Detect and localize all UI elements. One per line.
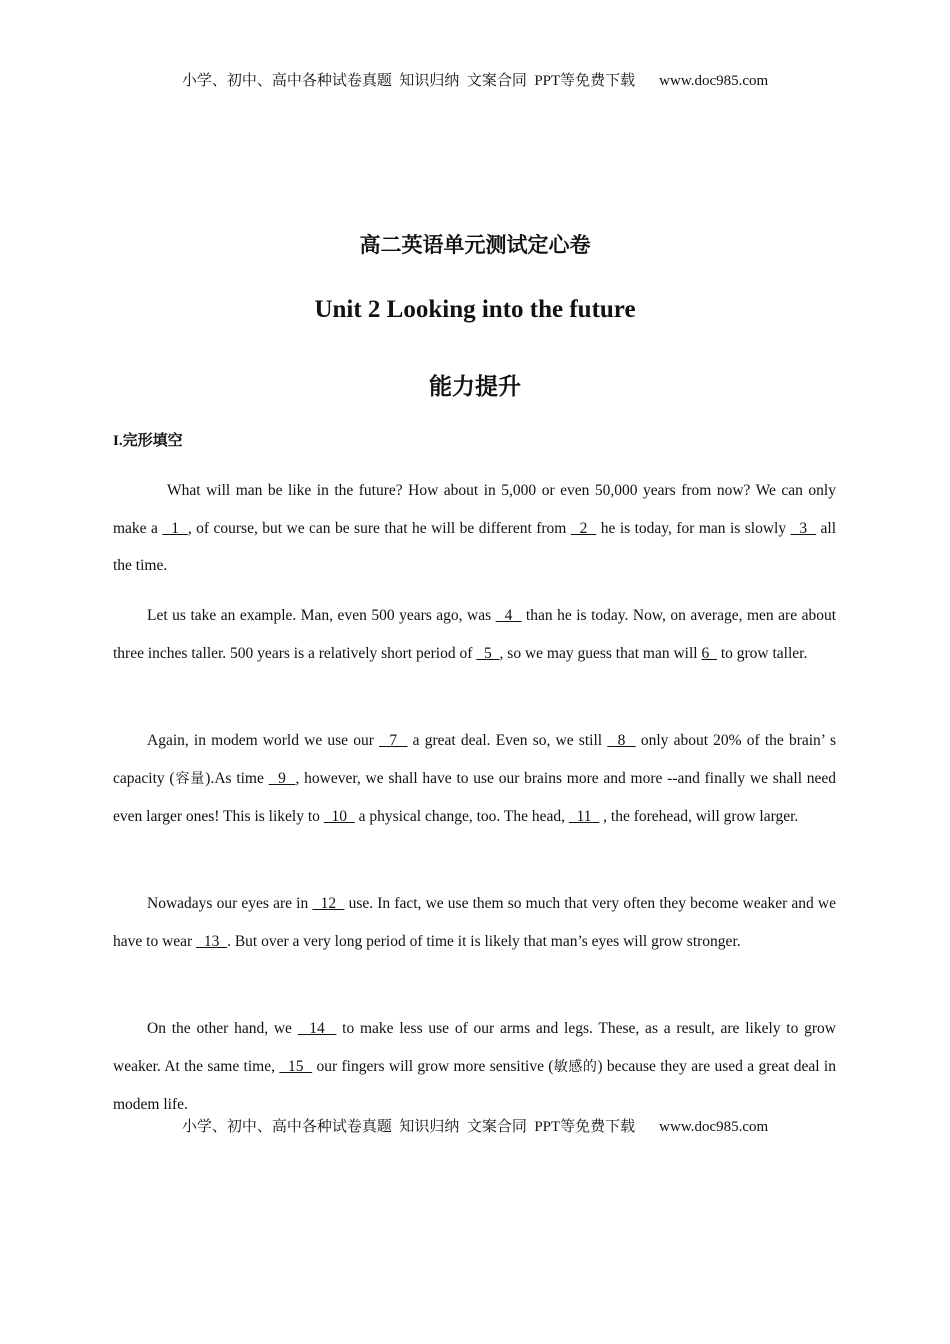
- exam-title: 高二英语单元测试定心卷: [359, 233, 591, 257]
- text: to grow taller.: [716, 644, 808, 662]
- text: than he is today. Now, on average, men are about three inches taller. 500 years is a relatively short period of: [113, 607, 837, 662]
- section-number: I.: [113, 433, 123, 449]
- paragraph-5: [113, 1010, 836, 1124]
- text: , so we may guess that man will: [499, 644, 702, 662]
- unit-title: Unit 2 Looking into the future: [314, 296, 636, 323]
- paragraph-2: [113, 597, 836, 672]
- text: he is today, for man is slowly: [596, 519, 791, 537]
- page-header: [0, 69, 950, 90]
- page-footer: [0, 1115, 950, 1136]
- section-label: 完形填空: [122, 431, 183, 449]
- text: ).As time: [205, 769, 269, 787]
- text: 敏感的: [553, 1058, 598, 1075]
- blank-13[interactable]: 13: [196, 932, 228, 950]
- blank-7[interactable]: 7: [379, 732, 408, 749]
- text: only about 20% of the brain’ s capacity (: [113, 732, 836, 787]
- text: use. In fact, we use them so much that very often they become weaker and we have to wear: [113, 895, 836, 950]
- text: , however, we shall have to use our brains more and more --and finally we shall need even larger ones! This is likely to: [113, 769, 837, 825]
- text: all the time.: [113, 519, 836, 574]
- paragraph-3: [113, 722, 836, 836]
- text: our fingers will grow more sensitive (: [312, 1057, 554, 1075]
- blank-11[interactable]: 11: [568, 808, 600, 825]
- blank-3[interactable]: 3: [790, 519, 817, 537]
- text: On the other hand, we: [147, 1020, 298, 1037]
- text: a physical change, too. The head,: [354, 808, 569, 825]
- paragraph-1: [113, 472, 836, 585]
- subtitle: 能力提升: [429, 374, 521, 400]
- text: 容量: [174, 770, 206, 787]
- text: , the forehead, will grow larger.: [599, 808, 799, 825]
- text: Let us take an example. Man, even 500 years ago, was: [147, 607, 496, 624]
- blank-6[interactable]: 6: [701, 644, 717, 662]
- footer-text: 小学、初中、高中各种试卷真题 知识归纳 文案合同 PPT等免费下载: [181, 1119, 636, 1135]
- blank-2[interactable]: 2: [570, 519, 597, 537]
- blank-10[interactable]: 10: [323, 808, 355, 825]
- blank-12[interactable]: 12: [312, 895, 345, 912]
- blank-5[interactable]: 5: [476, 644, 500, 662]
- text: Nowadays our eyes are in: [147, 895, 313, 912]
- blank-4[interactable]: 4: [495, 607, 522, 624]
- blank-1[interactable]: 1: [162, 519, 188, 537]
- blank-14[interactable]: 14: [297, 1020, 337, 1037]
- footer-site[interactable]: www.doc985.com: [659, 1119, 769, 1135]
- text: . But over a very long period of time it is likely that man’s eyes will grow stronger.: [227, 932, 741, 950]
- text: a great deal. Even so, we still: [407, 732, 608, 749]
- text: , of course, but we can be sure that he will be different from: [187, 519, 571, 537]
- text: ) because they are used a great deal in modem life.: [113, 1057, 836, 1113]
- header-text: 小学、初中、高中各种试卷真题 知识归纳 文案合同 PPT等免费下载: [181, 73, 636, 89]
- text: to make less use of our arms and legs. These, as a result, are likely to grow weaker. At the same time,: [113, 1020, 836, 1075]
- section-heading: [113, 429, 183, 450]
- blank-8[interactable]: 8: [607, 732, 636, 749]
- header-site[interactable]: www.doc985.com: [659, 73, 769, 89]
- blank-9[interactable]: 9: [268, 769, 296, 787]
- blank-15[interactable]: 15: [279, 1057, 313, 1075]
- text: Again, in modem world we use our: [147, 732, 380, 749]
- paragraph-4: [113, 885, 836, 960]
- text: What will man be like in the future? How about in 5,000 or even 50,000 years from now? We can only make a: [113, 482, 836, 537]
